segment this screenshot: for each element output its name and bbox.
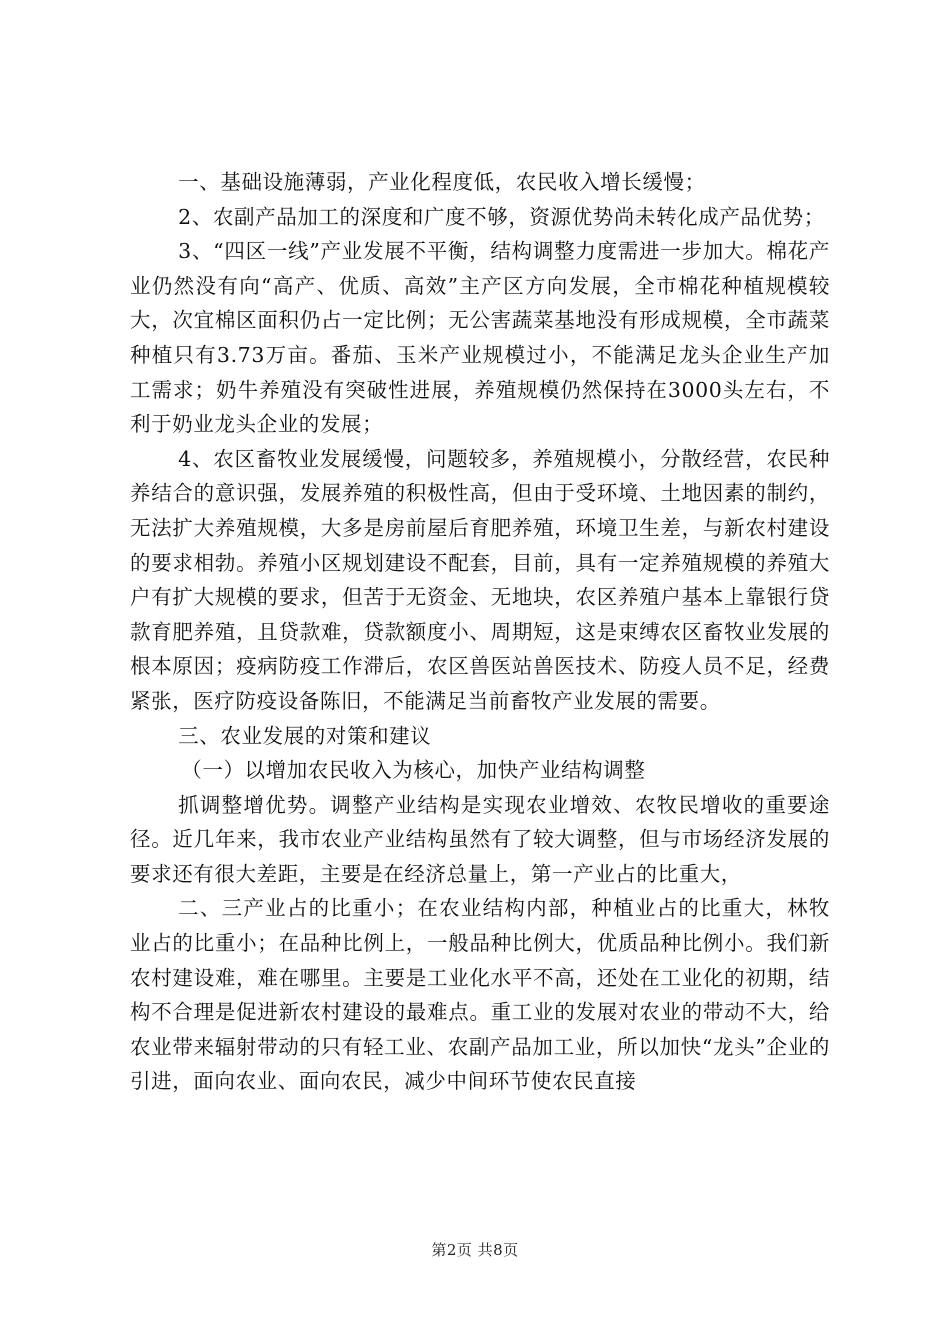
subsection-heading-1: （一）以增加农民收入为核心，加快产业结构调整 [181,758,646,783]
page-number-footer: 第2页 共8页 [431,1241,519,1259]
paragraph-heading-1: 一、基础设施薄弱，产业化程度低，农民收入增长缓慢； [178,170,706,194]
paragraph-item-3: 3、“四区一线”产业发展不平衡，结构调整力度需进一步加大。棉花产业仍然没有向“高产、优质、高效”主产区方向发展，全市棉花种植规模较大，次宜棉区面积仍占一定比例；无公害蔬菜基地没有形成规模，全市蔬菜种植只有3.73万亩。番茄、玉米产业规模过小，不能满足龙头企业生产加工需求；奶牛养殖没有突破性进展，养殖规模仍然保持在3000头左右，不利于奶业龙头企业的发展； [130,239,830,437]
paragraph-item-2: 2、农副产品加工的深度和广度不够，资源优势尚未转化成产品优势； [178,204,825,229]
section-heading-3: 三、农业发展的对策和建议 [178,723,432,748]
paragraph-adjustment: 抓调整增优势。调整产业结构是实现农业增效、农牧民增收的重要途径。近几年来，我市农业产业结构虽然有了较大调整，但与市场经济发展的要求还有很大差距，主要是在经济总量上，第一产业占的比重大， [130,792,830,886]
paragraph-structure: 二、三产业占的比重小；在农业结构内部，种植业占的比重大，林牧业占的比重小；在品种比例上，一般品种比例大，优质品种比例小。我们新农村建设难，难在哪里。主要是工业化水平不高，还处在工业化的初期，结构不合理是促进新农村建设的最难点。重工业的发展对农业的带动不大，给农业带来辐射带动的只有轻工业、农副产品加工业，所以加快“龙头”企业的引进，面向农业、面向农民，减少中间环节使农民直接 [130,896,830,1094]
document-body [130,165,830,1099]
paragraph-item-4: 4、农区畜牧业发展缓慢，问题较多，养殖规模小，分散经营，农民种养结合的意识强，发展养殖的积极性高，但由于受环境、土地因素的制约，无法扩大养殖规模，大多是房前屋后育肥养殖，环境卫生差，与新农村建设的要求相勃。养殖小区规划建设不配套，目前，具有一定养殖规模的养殖大户有扩大规模的要求，但苦于无资金、无地块，农区养殖户基本上靠银行贷款育肥养殖，且贷款难，贷款额度小、周期短，这是束缚农区畜牧业发展的根本原因；疫病防疫工作滞后，农区兽医站兽医技术、防疫人员不足，经费紧张，医疗防疫设备陈旧，不能满足当前畜牧产业发展的需要。 [130,446,830,713]
